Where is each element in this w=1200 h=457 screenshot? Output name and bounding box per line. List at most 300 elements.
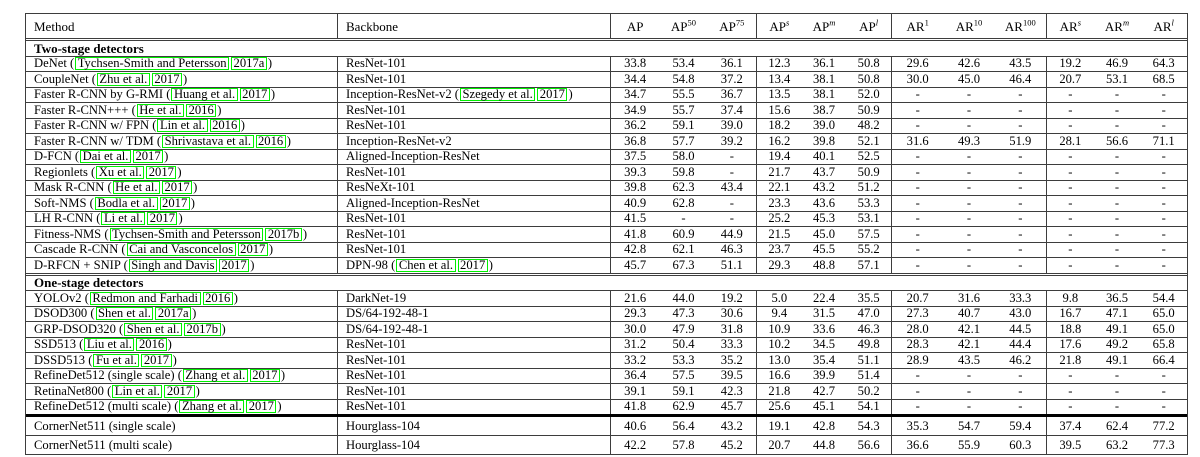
metric-value-cell [846,291,891,306]
metric-value: - [966,149,972,164]
metric-value-cell [846,369,891,384]
metric-value: - [966,368,972,383]
metric-group [892,369,1047,384]
metric-value-cell [659,369,707,384]
metric-value: 30.6 [720,306,743,321]
backbone-text [346,119,406,132]
metric-value: 33.2 [624,352,647,367]
metric-value: 45.7 [624,257,647,272]
metric-value: 53.1 [1105,71,1129,86]
metric-value: 46.2 [1009,352,1032,367]
metric-group [1047,338,1187,353]
metric-value: 16.7 [1059,306,1082,321]
method-name: DeNet ( [34,56,75,71]
metric-value: 49.1 [1105,321,1129,336]
metric-value-cell [995,72,1046,87]
metric-value-cell [757,134,802,149]
metric-value-cell [708,400,756,415]
metric-group [757,307,892,322]
metric-value: 50.9 [857,102,880,117]
metric-value-cell [1140,134,1187,149]
method-suffix: ) [178,211,183,226]
metric-value-cell [659,353,707,368]
metric-value: 63.2 [1105,437,1129,452]
metric-value: 44.4 [1009,337,1032,352]
metric-name [859,17,879,34]
metric-group [1047,384,1187,399]
metric-value: 31.5 [812,306,836,321]
metric-value-cell [846,307,891,322]
metric-value: 33.3 [720,337,743,352]
metric-value-cell [1094,181,1141,196]
backbone-citation-link[interactable]: Szegedy et al. [460,88,535,101]
metric-value-cell [1140,212,1187,227]
metric-group [611,119,757,134]
metric-value: 62.8 [672,195,695,210]
metric-value-cell [659,134,707,149]
metric-value-cell [1047,322,1094,337]
metric-group [611,400,757,415]
metric-value: 62.3 [672,180,695,195]
citation-link[interactable]: Dai et al. [80,150,131,163]
method-suffix: ) [193,180,198,195]
metric-value: 21.5 [768,226,791,241]
metric-value-cell [659,165,707,180]
citation-year-link[interactable]: 2017 [146,166,176,179]
method-name: Soft-NMS ( [34,195,94,210]
metric-value: 55.9 [957,437,981,452]
citation-link[interactable]: Redmon and Farhadi [90,292,201,305]
backbone-cell [338,291,611,306]
citation-link[interactable]: Shrivastava et al. [162,135,253,148]
metric-value-cell [1140,436,1187,454]
metric-value-cell [892,291,943,306]
method-name: Faster R-CNN by G-RMI ( [34,87,171,102]
metric-value: - [1018,87,1023,102]
backbone-text [346,354,406,367]
method-text [34,166,182,179]
metric-value-cell [1140,258,1187,273]
citation-link[interactable]: Liu et al. [84,338,134,351]
metric-group [1047,258,1187,273]
citation-year-link[interactable]: 2016 [256,135,286,148]
citation-year-link[interactable]: 2017 [164,385,194,398]
citation-link[interactable]: Zhang et al. [183,369,248,382]
metric-group [1047,322,1187,337]
metric-value-cell [708,196,756,211]
metric-value: 45.0 [957,71,981,86]
metric-value: 55.7 [672,102,695,117]
metric-value-cell [659,196,707,211]
metric-value-cell [1047,338,1094,353]
metric-group [1047,212,1187,227]
method-suffix: ) [302,226,308,241]
metric-value: - [1018,399,1023,414]
backbone-cell [338,181,611,196]
citation-year-link[interactable]: 2017a [231,57,267,70]
metric-value: 36.1 [812,56,836,71]
metric-group [892,243,1047,258]
metric-value-cell [1140,227,1187,242]
citation-link[interactable]: He et al. [113,181,160,194]
metric-value-cell [757,322,802,337]
metric-value: - [1114,368,1120,383]
citation-link[interactable]: Tychsen-Smith and Petersson [110,228,264,241]
metric-value: 53.4 [672,56,695,71]
metric-value-cell [611,291,659,306]
backbone-name: ResNet-101 [346,242,407,257]
method-cell [26,88,338,103]
metric-value-cell [1094,165,1141,180]
metric-base: AP [670,18,688,34]
metric-value-cell [1140,72,1187,87]
metric-value-cell [708,307,756,322]
backbone-text [346,197,480,210]
metric-value-cell [892,227,943,242]
metric-value-cell [757,196,802,211]
table-row [26,134,1187,150]
metric-value: 43.6 [812,195,836,210]
metric-value: 57.7 [672,133,695,148]
metric-group [892,291,1047,306]
backbone-name: ResNet-101 [346,71,407,86]
metric-value: 65.0 [1152,321,1175,336]
metric-value-cell [802,72,847,87]
metric-value-cell [1140,57,1187,72]
metric-value-cell [659,400,707,415]
metric-value: 31.6 [906,133,929,148]
metric-value-cell [1094,322,1141,337]
method-name: Faster R-CNN w/ FPN ( [34,118,157,133]
citation-year-link[interactable]: 2017 [238,243,268,256]
metric-group [1047,88,1187,103]
metric-value-cell [943,400,994,415]
metric-value-cell [1094,103,1141,118]
metric-value-cell [892,307,943,322]
metric-value-cell [802,88,847,103]
metric-value: - [1018,102,1023,117]
metric-base: AP [626,18,644,34]
metric-value: 9.4 [771,306,788,321]
metric-value-cell [846,384,891,399]
metric-value: 47.9 [672,321,695,336]
metric-value: 65.8 [1152,337,1175,352]
backbone-name: ResNet-101 [346,368,407,383]
citation-link[interactable]: Cai and Vasconcelos [127,243,236,256]
citation-year-link[interactable]: 2017 [219,259,249,272]
citation-year-link[interactable]: 2016 [186,104,216,117]
method-suffix: ) [183,71,188,86]
metric-value: 51.2 [857,180,880,195]
table-row [26,150,1187,166]
metric-value-cell [757,436,802,454]
metric-value-cell [802,353,847,368]
method-text [34,307,196,320]
metric-name [812,17,836,34]
metric-value: - [915,118,920,133]
metric-group [611,353,757,368]
method-cell [26,400,338,415]
metric-value-cell [846,57,891,72]
metric-value-cell [659,258,707,273]
column-header-metric [892,14,943,38]
citation-link[interactable]: He et al. [137,104,184,117]
metric-value: - [1161,164,1166,179]
metric-group [892,72,1047,87]
citation-year-link[interactable]: 2017 [160,197,190,210]
method-suffix: ) [190,195,195,210]
metric-value-cell [846,227,891,242]
metric-value: 46.3 [720,242,743,257]
citation-year-link[interactable]: 2017 [250,369,280,382]
citation-link[interactable]: Zhang et al. [179,400,244,413]
backbone-citation-year-link[interactable]: 2017 [458,259,488,272]
citation-link[interactable]: Lin et al. [112,385,162,398]
metric-value: - [1114,149,1120,164]
metric-value-cell [1047,369,1094,384]
metric-base: AP [812,18,830,34]
metric-value: 57.5 [857,226,880,241]
metric-value-cell [995,57,1046,72]
backbone-cell [338,57,611,72]
metric-value: 20.7 [768,437,791,452]
method-text [34,104,221,117]
metric-value: - [915,195,920,210]
metric-value-cell [708,88,756,103]
citation-link[interactable]: Singh and Davis [129,259,217,272]
metric-value: - [966,164,972,179]
citation-year-link[interactable]: 2017 [246,400,276,413]
citation-year-link[interactable]: 2017 [133,150,163,163]
metric-superscript: s [1077,17,1082,28]
metric-value: 37.5 [624,149,647,164]
metric-value: 39.1 [624,383,647,398]
citation-year-link[interactable]: 2017 [162,181,192,194]
backbone-name: Aligned-Inception-ResNet [346,149,480,164]
metric-group [892,353,1047,368]
metric-value: - [915,87,920,102]
citation-year-link[interactable]: 2017 [240,88,270,101]
metric-value-cell [846,119,891,134]
citation-link[interactable]: Li et al. [101,212,145,225]
citation-link[interactable]: Lin et al. [157,119,207,132]
metric-value: 60.9 [672,226,695,241]
metric-value: - [1114,242,1120,257]
table-row [26,353,1187,369]
method-text [34,150,168,163]
metric-value: - [915,211,920,226]
metric-value: - [1161,242,1166,257]
metric-value: 9.8 [1062,290,1079,305]
citation-link[interactable]: Xu et al. [96,166,144,179]
metric-value-cell [1047,227,1094,242]
method-text [34,88,275,101]
metric-value-cell [892,400,943,415]
backbone-citation-link[interactable]: Chen et al. [396,259,455,272]
metric-value: 40.1 [812,149,836,164]
metric-value-cell [611,119,659,134]
citation-link[interactable]: Shen et al. [124,323,182,336]
method-cell [26,103,338,118]
metric-group [892,384,1047,399]
metric-value: 52.1 [857,133,880,148]
citation-link[interactable]: Huang et al. [171,88,237,101]
metric-value-cell [1047,307,1094,322]
citation-year-link[interactable]: 2017b [265,228,301,241]
backbone-text [346,400,406,413]
citation-link[interactable]: Shen et al. [96,307,154,320]
backbone-name: ResNet-101 [346,337,407,352]
backbone-name: ResNet-101 [346,164,407,179]
metric-value: 38.1 [812,87,836,102]
method-text [34,119,245,132]
metric-value: 28.0 [906,321,929,336]
backbone-name: ResNet-101 [346,211,407,226]
metric-group [892,307,1047,322]
metric-value: 53.1 [857,211,880,226]
metric-value-cell [943,134,994,149]
metric-value: - [1068,118,1073,133]
metric-superscript: 1 [924,17,929,28]
metric-value: 39.0 [812,118,836,133]
metric-value-cell [1047,150,1094,165]
metric-value-cell [943,369,994,384]
metric-value-cell [1047,103,1094,118]
metric-value-cell [1140,196,1187,211]
method-name: Regionlets ( [34,164,96,179]
citation-link[interactable]: Tychsen-Smith and Petersson [75,57,229,70]
metric-value: - [915,399,920,414]
metric-header-group [892,14,1047,38]
metric-value: - [1018,211,1023,226]
metric-value: - [966,399,972,414]
metric-value: - [1114,383,1120,398]
metric-value-cell [1047,72,1094,87]
method-cell [26,243,338,258]
metric-value: 29.3 [768,257,791,272]
metric-name [955,17,983,34]
backbone-cell [338,150,611,165]
metric-name [906,17,929,34]
metric-value-cell [995,384,1046,399]
metric-group [757,400,892,415]
metric-value: - [1114,226,1120,241]
metric-value-cell [1094,400,1141,415]
metric-value: 21.8 [768,383,791,398]
metric-value: 28.3 [906,337,929,352]
backbone-cell [338,119,611,134]
backbone-cell [338,212,611,227]
citation-year-link[interactable]: 2017 [152,73,182,86]
metric-value-cell [757,384,802,399]
metric-value: 22.4 [812,290,836,305]
metric-value-cell [1047,165,1094,180]
metric-value-cell [1140,384,1187,399]
method-cell [26,227,338,242]
metric-value: 55.2 [857,242,880,257]
metric-value-cell [1094,196,1141,211]
metric-value-cell [611,227,659,242]
metric-value: 20.7 [906,290,929,305]
metric-value-cell [757,88,802,103]
metric-group [611,369,757,384]
metric-value: 42.1 [957,321,981,336]
metric-value: 36.5 [1105,290,1129,305]
metric-group [757,322,892,337]
metric-value-cell [892,384,943,399]
metric-value-cell [708,72,756,87]
metric-value: - [1068,242,1073,257]
metric-group [892,436,1047,454]
method-suffix: ) [221,321,226,336]
metric-value: 43.0 [1009,306,1032,321]
metric-value-cell [1094,212,1141,227]
metric-value: 42.1 [957,337,981,352]
metric-group [892,400,1047,415]
metric-value: - [1018,257,1023,272]
citation-year-link[interactable]: 2017 [141,354,171,367]
backbone-cell [338,227,611,242]
metric-value: - [1068,102,1073,117]
citation-year-link[interactable]: 2016 [203,292,233,305]
metric-value: 50.9 [857,164,880,179]
table-row [26,165,1187,181]
table-row [26,88,1187,104]
citation-link[interactable]: Zhu et al. [97,73,150,86]
citation-link[interactable]: Fu et al. [93,354,139,367]
metric-value: - [1161,118,1166,133]
citation-year-link[interactable]: 2017a [155,307,191,320]
metric-value-cell [846,258,891,273]
citation-year-link[interactable]: 2017 [147,212,177,225]
metric-value: 62.9 [672,399,695,414]
metric-value: - [966,383,972,398]
metric-value-cell [1094,88,1141,103]
metric-value: 44.5 [1009,321,1032,336]
metric-value-cell [611,103,659,118]
metric-value: - [1161,102,1166,117]
metric-value: 53.3 [672,352,695,367]
table-row [26,181,1187,197]
metric-value: - [729,195,734,210]
backbone-suffix: ) [568,87,573,102]
citation-link[interactable]: Bodla et al. [95,197,158,210]
metric-value: - [729,164,734,179]
citation-year-link[interactable]: 2017b [184,323,220,336]
backbone-text [346,323,429,336]
metric-value-cell [892,258,943,273]
backbone-cell [338,258,611,273]
metric-group [757,212,892,227]
citation-year-link[interactable]: 2016 [210,119,240,132]
metric-value: 62.4 [1105,418,1129,433]
metric-value: 19.2 [1059,56,1082,71]
method-cell [26,212,338,227]
metric-value: 57.5 [672,368,695,383]
metric-group [757,243,892,258]
backbone-citation-year-link[interactable]: 2017 [537,88,567,101]
metric-value-cell [757,369,802,384]
metric-value: 47.1 [1105,306,1129,321]
metric-value: - [1068,399,1073,414]
metric-group [892,150,1047,165]
metric-value-cell [846,338,891,353]
citation-year-link[interactable]: 2016 [136,338,166,351]
method-text [34,243,273,256]
metric-value: 39.2 [720,133,743,148]
metric-value-cell [1047,181,1094,196]
metric-value: 39.9 [812,368,836,383]
